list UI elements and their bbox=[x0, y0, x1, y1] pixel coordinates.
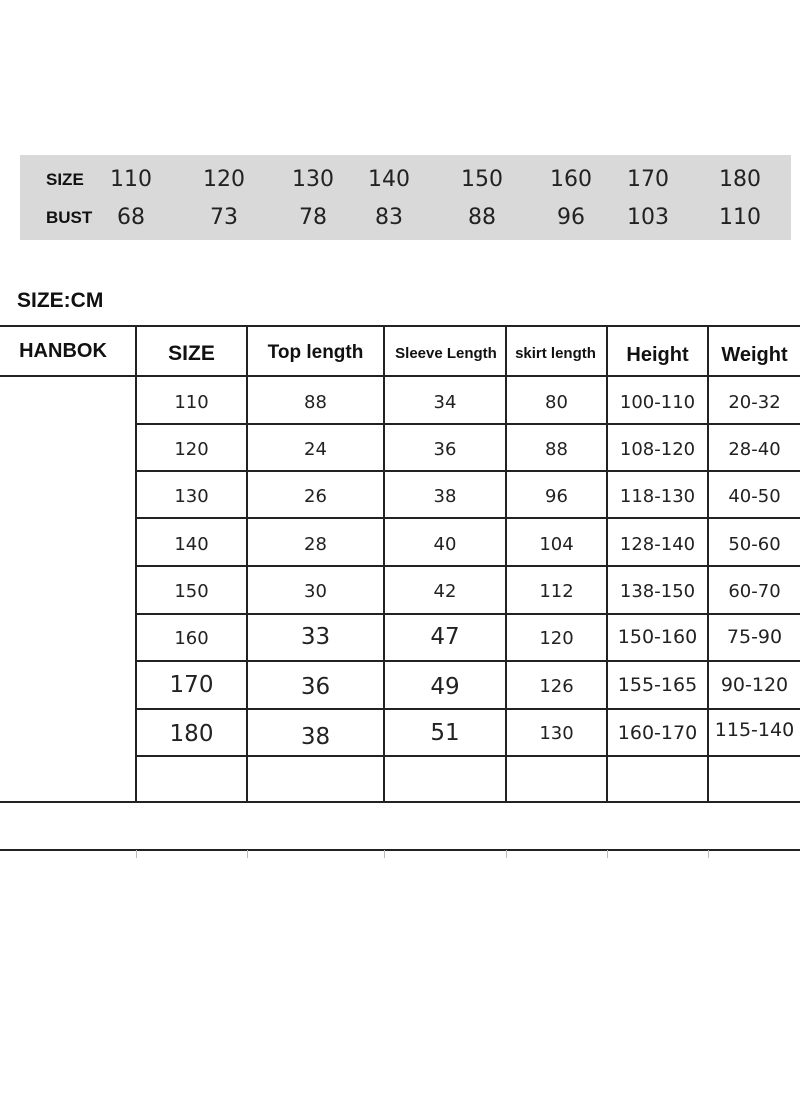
cell-weight: 90-120 bbox=[720, 674, 789, 696]
cell-sleeve-length: 36 bbox=[433, 439, 457, 460]
cell-sleeve-length: 38 bbox=[433, 486, 457, 507]
cell-weight: 115-140 bbox=[714, 719, 795, 741]
cell-top-length: 36 bbox=[300, 674, 331, 700]
tick-mark bbox=[607, 850, 608, 858]
cell-skirt-length: 126 bbox=[539, 676, 574, 697]
bust-value: 78 bbox=[299, 205, 327, 230]
cell-weight: 28-40 bbox=[728, 439, 781, 460]
cell-size: 150 bbox=[174, 581, 209, 602]
size-value: 130 bbox=[292, 167, 334, 192]
size-value: 160 bbox=[550, 167, 592, 192]
extra-rule bbox=[0, 849, 800, 851]
cell-skirt-length: 120 bbox=[539, 628, 574, 649]
tick-mark bbox=[247, 850, 248, 858]
cell-skirt-length: 112 bbox=[539, 581, 574, 602]
cell-sleeve-length: 42 bbox=[433, 581, 457, 602]
tick-mark bbox=[136, 850, 137, 858]
row-divider bbox=[135, 423, 800, 425]
header-height: Height bbox=[626, 344, 689, 366]
cell-skirt-length: 96 bbox=[545, 486, 568, 507]
tick-mark bbox=[384, 850, 385, 858]
row-divider bbox=[135, 517, 800, 519]
bust-value: 73 bbox=[210, 205, 238, 230]
cell-top-length: 30 bbox=[304, 581, 327, 602]
cell-skirt-length: 104 bbox=[539, 534, 574, 555]
header-skirt-length: skirt length bbox=[515, 345, 596, 362]
cell-height: 155-165 bbox=[617, 674, 698, 696]
row-divider bbox=[135, 755, 800, 757]
cell-weight: 40-50 bbox=[728, 486, 781, 507]
cell-top-length: 24 bbox=[304, 439, 327, 460]
size-value: 180 bbox=[719, 167, 761, 192]
cell-sleeve-length: 47 bbox=[430, 624, 460, 650]
bust-value: 83 bbox=[375, 205, 403, 230]
bust-value: 103 bbox=[627, 205, 669, 230]
cell-weight: 60-70 bbox=[728, 581, 781, 602]
cell-sleeve-length: 51 bbox=[430, 720, 460, 746]
bust-value: 68 bbox=[117, 205, 145, 230]
cell-height: 118-130 bbox=[619, 486, 696, 507]
cell-height: 108-120 bbox=[619, 439, 696, 460]
cell-height: 138-150 bbox=[619, 581, 696, 602]
tick-mark bbox=[708, 850, 709, 858]
size-value: 140 bbox=[368, 167, 410, 192]
cell-skirt-length: 130 bbox=[539, 723, 574, 744]
bust-value: 88 bbox=[468, 205, 496, 230]
cell-size: 160 bbox=[174, 628, 209, 649]
cell-top-length: 33 bbox=[300, 624, 331, 650]
cell-weight: 20-32 bbox=[728, 392, 781, 413]
tick-mark bbox=[506, 850, 507, 858]
header-size: SIZE bbox=[168, 342, 215, 365]
unit-label: SIZE:CM bbox=[17, 289, 104, 312]
cell-skirt-length: 88 bbox=[545, 439, 568, 460]
size-value: 120 bbox=[203, 167, 245, 192]
cell-size: 120 bbox=[174, 439, 209, 460]
cell-top-length: 88 bbox=[304, 392, 327, 413]
table-bottom-border bbox=[0, 801, 800, 803]
row-divider bbox=[135, 613, 800, 615]
cell-sleeve-length: 49 bbox=[430, 674, 460, 700]
bust-value: 110 bbox=[719, 205, 761, 230]
header-top-length: Top length bbox=[267, 342, 364, 363]
cell-size: 170 bbox=[169, 672, 214, 698]
size-value: 110 bbox=[110, 167, 152, 192]
header-bottom-border bbox=[0, 375, 800, 377]
cell-top-length: 38 bbox=[300, 724, 331, 750]
header-sleeve-length: Sleeve Length bbox=[395, 345, 497, 362]
row-divider bbox=[135, 565, 800, 567]
cell-height: 160-170 bbox=[617, 722, 698, 744]
cell-top-length: 26 bbox=[304, 486, 327, 507]
table-top-border bbox=[0, 325, 800, 327]
row-divider bbox=[135, 470, 800, 472]
cell-size: 130 bbox=[174, 486, 209, 507]
header-weight: Weight bbox=[721, 344, 788, 366]
cell-size: 110 bbox=[174, 392, 209, 413]
cell-weight: 75-90 bbox=[726, 626, 783, 648]
cell-height: 100-110 bbox=[619, 392, 696, 413]
row-divider bbox=[135, 708, 800, 710]
cell-top-length: 28 bbox=[304, 534, 327, 555]
bust-value: 96 bbox=[557, 205, 585, 230]
cell-weight: 50-60 bbox=[728, 534, 781, 555]
size-row-label: SIZE bbox=[46, 170, 84, 189]
cell-sleeve-length: 34 bbox=[433, 392, 457, 413]
header-hanbok: HANBOK bbox=[19, 340, 107, 362]
cell-size: 180 bbox=[169, 721, 214, 747]
size-value: 170 bbox=[627, 167, 669, 192]
bust-row-label: BUST bbox=[46, 208, 93, 227]
cell-size: 140 bbox=[174, 534, 209, 555]
cell-skirt-length: 80 bbox=[545, 392, 568, 413]
size-value: 150 bbox=[461, 167, 503, 192]
row-divider bbox=[135, 660, 800, 662]
cell-height: 128-140 bbox=[619, 534, 696, 555]
cell-height: 150-160 bbox=[617, 626, 698, 648]
cell-sleeve-length: 40 bbox=[433, 534, 457, 555]
